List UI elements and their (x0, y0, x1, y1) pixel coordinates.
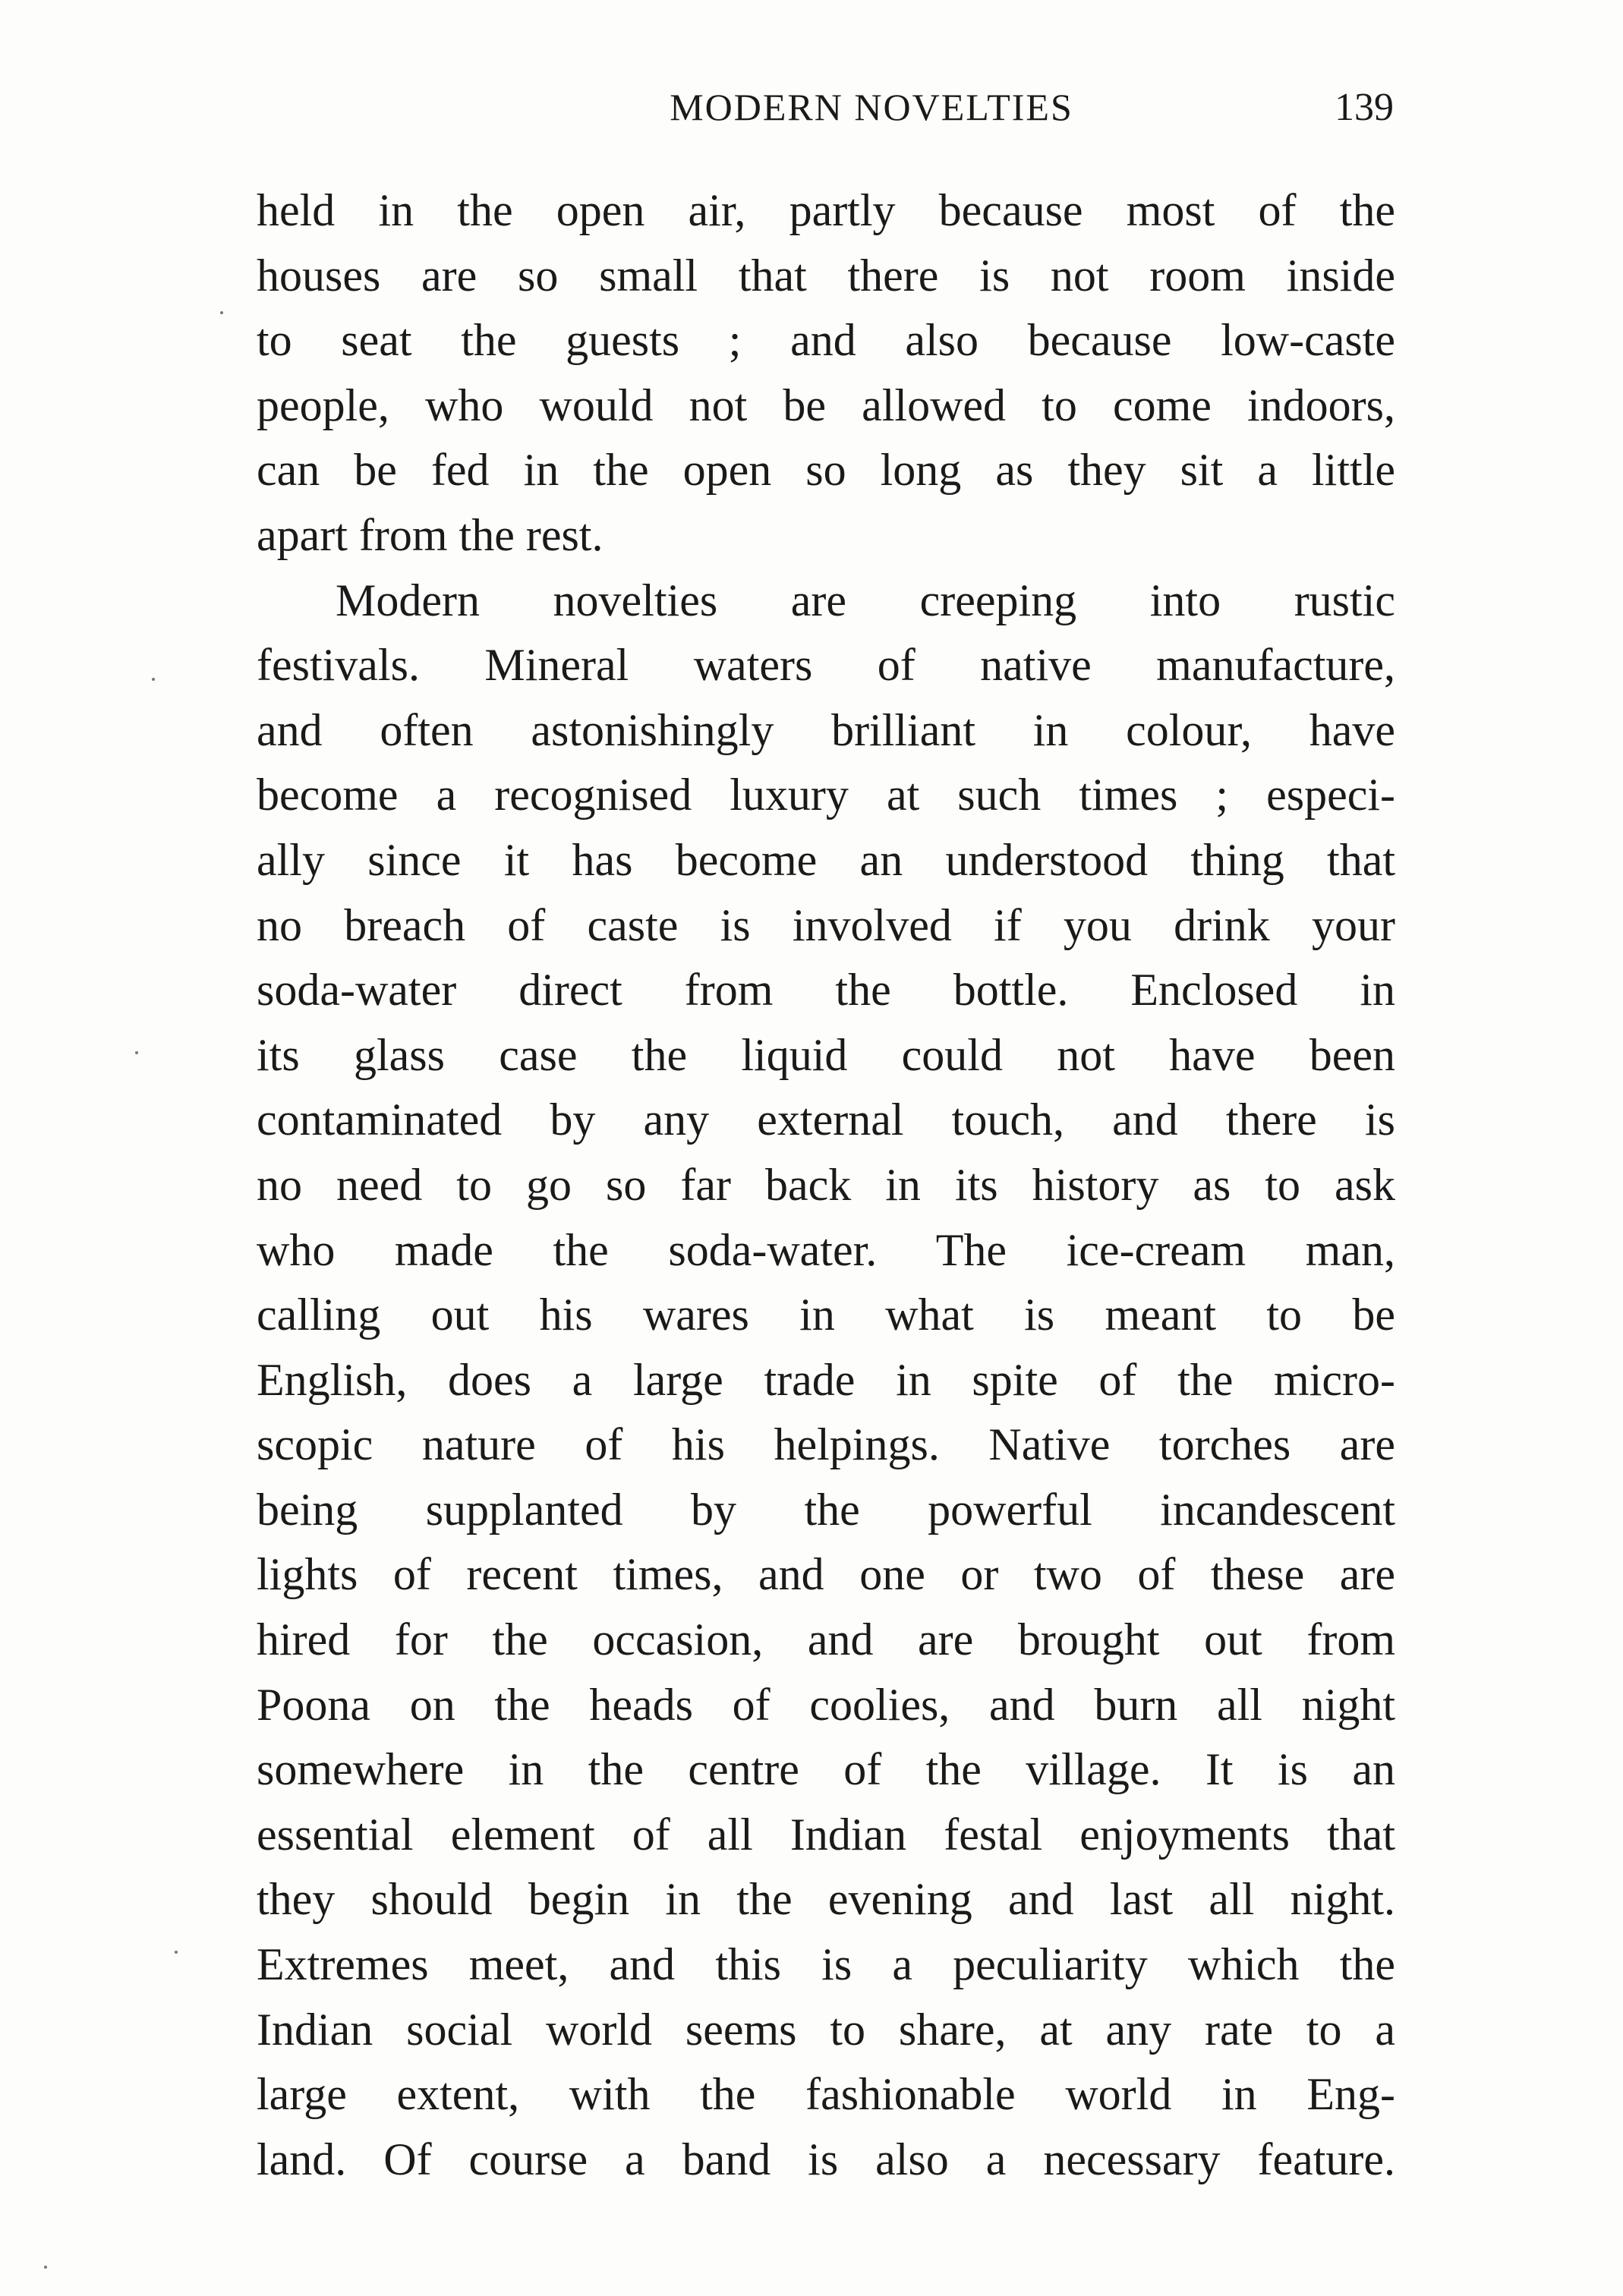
text-line: held in the open air, partly because most of the (257, 185, 1395, 235)
text-line: and often astonishingly brilliant in colour, have (257, 704, 1395, 755)
text-line: Poona on the heads of coolies, and burn all night (257, 1679, 1395, 1730)
text-line: scopic nature of his helpings. Native torches are (257, 1419, 1395, 1470)
text-line: ally since it has become an understood thing that (257, 834, 1395, 885)
text-line: contaminated by any external touch, and there is (257, 1094, 1395, 1145)
page-number: 139 (1335, 86, 1394, 129)
scan-speck (135, 1051, 138, 1054)
scan-speck (152, 678, 155, 681)
text-line: essential element of all Indian festal enjoyments that (257, 1809, 1395, 1860)
text-line: Modern novelties are creeping into rustic (336, 575, 1395, 625)
text-line: festivals. Mineral waters of native manufacture, (257, 640, 1395, 691)
text-line: Extremes meet, and this is a peculiarity which the (257, 1939, 1395, 1990)
text-line: hired for the occasion, and are brought out from (257, 1614, 1395, 1665)
text-line: Indian social world seems to share, at any rate to a (257, 2004, 1395, 2055)
text-line: houses are so small that there is not room inside (257, 250, 1395, 301)
running-head (258, 85, 1394, 146)
scan-speck (44, 2266, 47, 2269)
text-line: soda-water direct from the bottle. Enclosed in (257, 965, 1395, 1016)
text-line: they should begin in the evening and last all night. (257, 1874, 1395, 1925)
text-line: no need to go so far back in its history as to ask (257, 1159, 1395, 1210)
scan-speck (220, 311, 223, 314)
text-line: can be fed in the open so long as they sit a little (257, 445, 1395, 496)
body-text (257, 178, 1395, 2192)
text-line: who made the soda-water. The ice-cream man, (257, 1224, 1395, 1275)
text-line: its glass case the liquid could not have been (257, 1029, 1395, 1080)
text-line: calling out his wares in what is meant to be (257, 1290, 1395, 1340)
text-line: apart from the rest. (257, 509, 604, 560)
text-line: large extent, with the fashionable world in Eng- (257, 2069, 1395, 2120)
text-line: become a recognised luxury at such times ; especi- (257, 770, 1395, 820)
text-line: land. Of course a band is also a necessary feature. (257, 2134, 1395, 2184)
text-line: to seat the guests ; and also because low-caste (257, 315, 1395, 366)
text-line: being supplanted by the powerful incandescent (257, 1484, 1395, 1535)
text-line: lights of recent times, and one or two of these are (257, 1549, 1395, 1600)
scan-speck (175, 1951, 178, 1954)
text-line: English, does a large trade in spite of the micro- (257, 1354, 1395, 1405)
chapter-running-title: MODERN NOVELTIES (670, 86, 1073, 128)
text-line: somewhere in the centre of the village. It is an (257, 1744, 1395, 1795)
text-line: no breach of caste is involved if you drink your (257, 899, 1395, 950)
text-line: people, who would not be allowed to come indoors, (257, 380, 1395, 430)
